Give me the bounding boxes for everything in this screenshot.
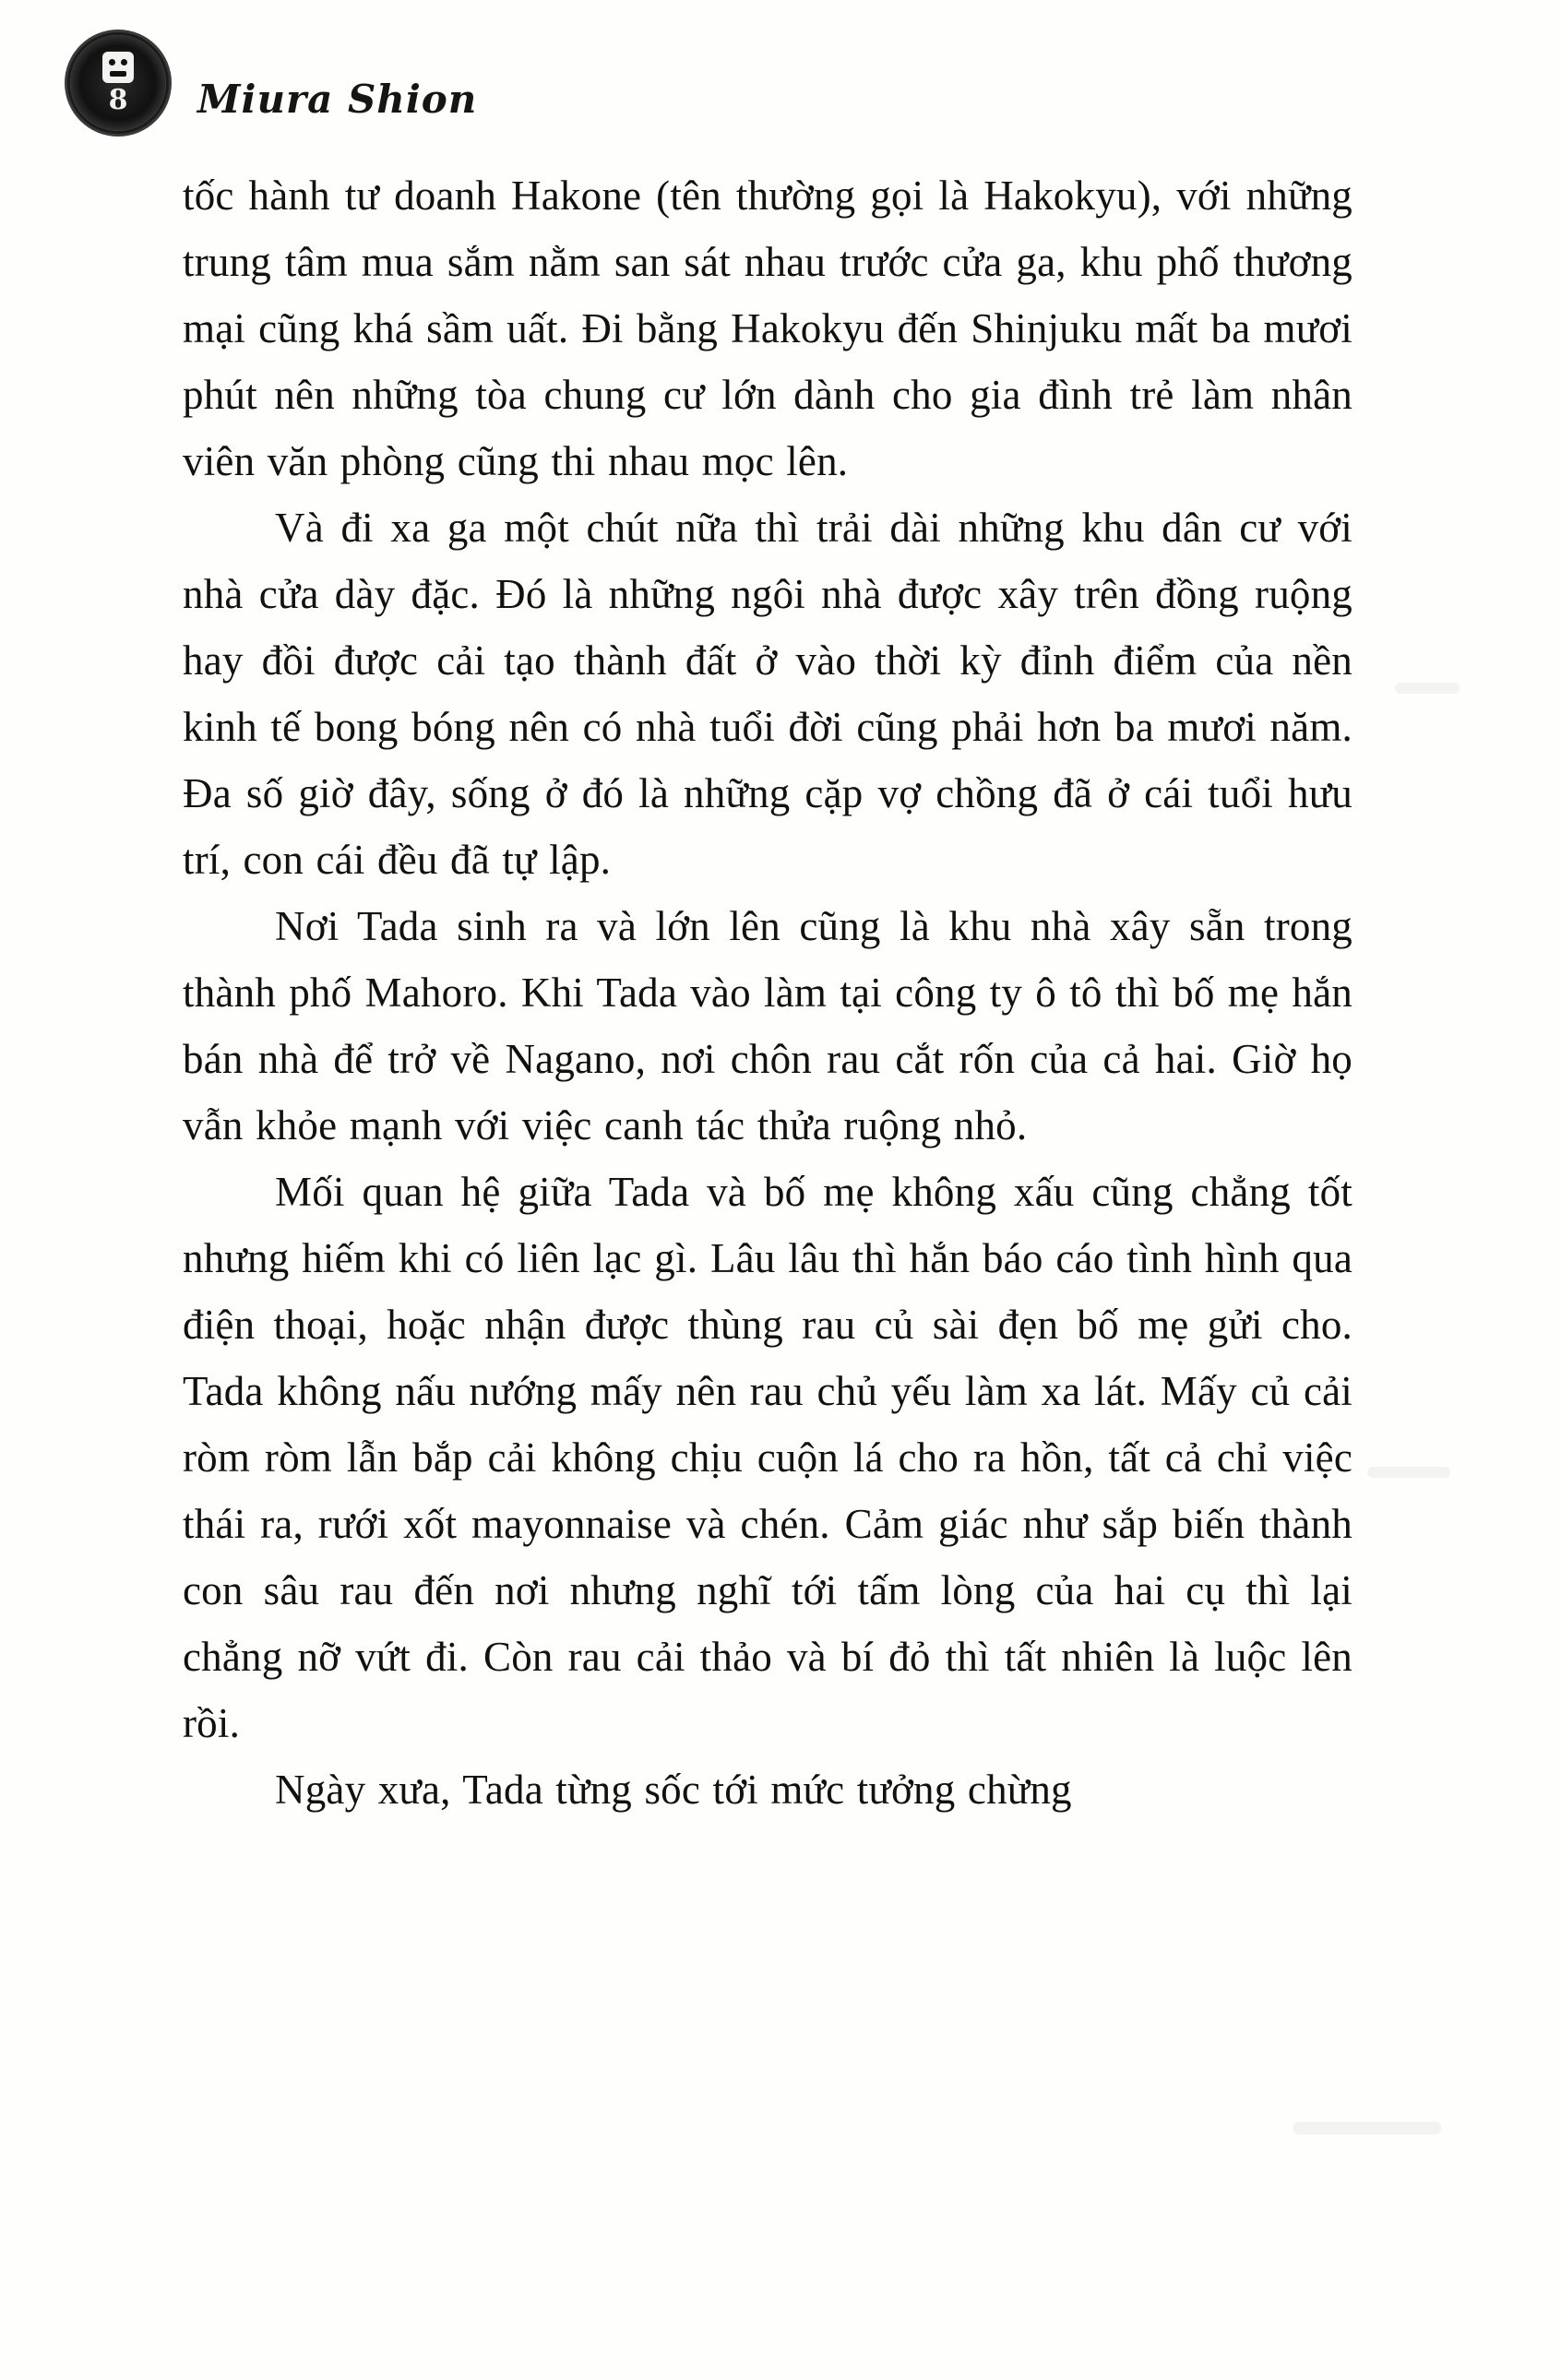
paragraph: tốc hành tư doanh Hakone (tên thường gọi là Hakokyu), với những trung tâm mua sắm nằm san sát nhau trước cửa ga, khu phố thương mại cũng khá sầm uất. Đi bằng Hakokyu đến Shinjuku mất ba mươi phút nên những tòa chung cư lớn dành cho gia đình trẻ làm nhân viên văn phòng cũng thi nhau mọc lên. <box>183 173 1352 484</box>
paragraph: Mối quan hệ giữa Tada và bố mẹ không xấu cũng chẳng tốt nhưng hiếm khi có liên lạc gì. Lâu lâu thì hắn báo cáo tình hình qua điện thoại, hoặc nhận được thùng rau củ sài đẹn bố mẹ gửi cho. Tada không nấu nướng mấy nên rau chủ yếu làm xa lát. Mấy củ cải ròm ròm lẫn bắp cải không chịu cuộn lá cho ra hồn, tất cả chỉ việc thái ra, rưới xốt mayonnaise và chén. Cảm giác như sắp biến thành con sâu rau đến nơi nhưng nghĩ tới tấm lòng của hai cụ thì lại chẳng nỡ vứt đi. Còn rau cải thảo và bí đỏ thì tất nhiên là luộc lên rồi. <box>183 1169 1352 1746</box>
publisher-stamp-icon <box>70 35 166 131</box>
page-header <box>70 35 477 131</box>
paragraph: Nơi Tada sinh ra và lớn lên cũng là khu nhà xây sẵn trong thành phố Mahoro. Khi Tada vào làm tại công ty ô tô thì bố mẹ hắn bán nhà để trở về Nagano, nơi chôn rau cắt rốn của cả hai. Giờ họ vẫn khỏe mạnh với việc canh tác thửa ruộng nhỏ. <box>183 903 1352 1148</box>
body-text <box>183 162 1352 1823</box>
paragraph: Và đi xa ga một chút nữa thì trải dài những khu dân cư với nhà cửa dày đặc. Đó là những ngôi nhà được xây trên đồng ruộng hay đồi được cải tạo thành đất ở vào thời kỳ đỉnh điểm của nền kinh tế bong bóng nên có nhà tuổi đời cũng phải hơn ba mươi năm. Đa số giờ đây, sống ở đó là những cặp vợ chồng đã ở cái tuổi hưu trí, con cái đều đã tự lập. <box>183 505 1352 883</box>
author-name: Miura Shion <box>197 77 478 122</box>
paragraph: Ngày xưa, Tada từng sốc tới mức tưởng chừng <box>275 1767 1072 1813</box>
scan-smudge <box>1367 1467 1450 1478</box>
page-number: 8 <box>108 84 128 116</box>
publisher-emblem-icon <box>102 52 134 83</box>
scan-smudge <box>1293 2122 1441 2135</box>
scan-smudge <box>1395 683 1460 694</box>
